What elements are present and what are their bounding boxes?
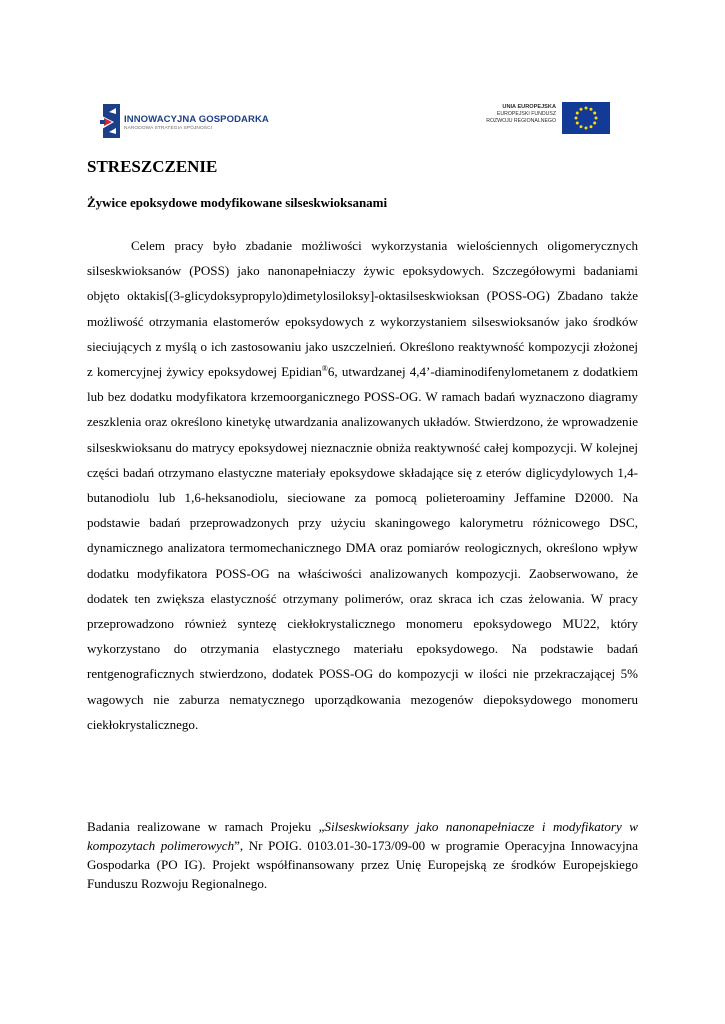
abstract-paragraph — [87, 233, 638, 737]
eu-logo-line1: UNIA EUROPEJSKA — [502, 104, 556, 110]
logo-left-tagline: NARODOWA STRATEGIA SPÓJNOŚCI — [124, 126, 213, 131]
eu-logo — [470, 100, 610, 136]
eu-logo-line2: EUROPEJSKI FUNDUSZ — [496, 111, 556, 117]
document-subtitle: Żywice epoksydowe modyfikowane silseskwioksanami — [87, 195, 388, 210]
innowacyjna-gospodarka-logo — [100, 102, 269, 142]
logo-left-name: INNOWACYJNA GOSPODARKA — [124, 114, 269, 125]
funding-prefix: Badania realizowane w ramach Projeku „ — [87, 819, 325, 834]
project-title: Silseskwioksany jako nanonapełniacze i modyfikatory w kompozytach polimerowych — [87, 819, 638, 853]
abstract-text-part1: Celem pracy było zbadanie możliwości wykorzystania wielościennych oligomerycznych silseskwioksanów (POSS) jako nanonapełniaczy żywic epoksydowych. Szczegółowymi badaniami objęto oktakis[(3-glicydoksypropylo)dimetylosiloksy]-oktasilseskwioksan (POSS-OG) Zbadano także możliwość otrzymania elastomerów epoksydowych z wykorzystaniem silseswioksanów jako środków sieciujących z myślą o ich zastosowaniu jako uszczelnień. Określono reaktywność kompozycji złożonej z komercyjnej żywicy epoksydowej Epidian — [87, 238, 638, 380]
funding-suffix: ”, Nr POIG. 0103.01-30-173/09-00 w programie Operacyjna Innowacyjna Gospodarka (PO IG). Projekt współfinansowany przez Unię Europejską ze środków Europejskiego Funduszu Rozwoju Regionalnego. — [87, 838, 638, 891]
eu-flag-icon — [562, 102, 610, 134]
registered-mark: ® — [321, 364, 328, 374]
page-title: STRESZCZENIE — [87, 157, 218, 176]
eu-logo-line3: ROZWOJU REGIONALNEGO — [486, 118, 556, 124]
eu-logo-text — [486, 104, 556, 125]
abstract-text-part2: 6, utwardzanej 4,4’-diaminodifenylometanem z dodatkiem lub bez dodatku modyfikatora krzemoorganicznego POSS-OG. W ramach badań wyznaczono diagramy zeszklenia oraz określono kinetykę utwardzania analizowanych układów. Stwierdzono, że wprowadzenie silseskwioksanu do matrycy epoksydowej nieznacznie obniża reaktywność całej kompozycji. W kolejnej części badań otrzymano elastyczne materiały epoksydowe składające się z eterów diglicydylowych 1,4-butanodiolu lub 1,6-heksanodiolu, sieciowane za pomocą polieteroaminy Jeffamine D2000. Na podstawie badań przeprowadzonych przy użyciu skaningowego kalorymetru różnicowego DSC, dynamicznego analizatora termomechanicznego DMA oraz pomiarów reologicznych, określono wpływ dodatku modyfikatora POSS-OG na właściwości analizowanych kompozycji. Zaobserwowano, że dodatek ten zwiększa elastyczność otrzymany polimerów, oraz skraca ich czas żelowania. W pracy przeprowadzono również syntezę ciekłokrystalicznego monomeru epoksydowego MU22, który wykorzystano do otrzymania elastycznego materiału epoksydowego. Na podstawie badań rentgenograficznych stwierdzono, dodatek POSS-OG do kompozycji w ilości nie przekraczającej 5% wagowych nie zaburza nematycznego uporządkowania mezogenów diepoksydowego monomeru ciekłokrystalicznego. — [87, 364, 639, 732]
funding-paragraph — [87, 817, 638, 893]
innowacyjna-gospodarka-logo-icon — [100, 102, 122, 140]
